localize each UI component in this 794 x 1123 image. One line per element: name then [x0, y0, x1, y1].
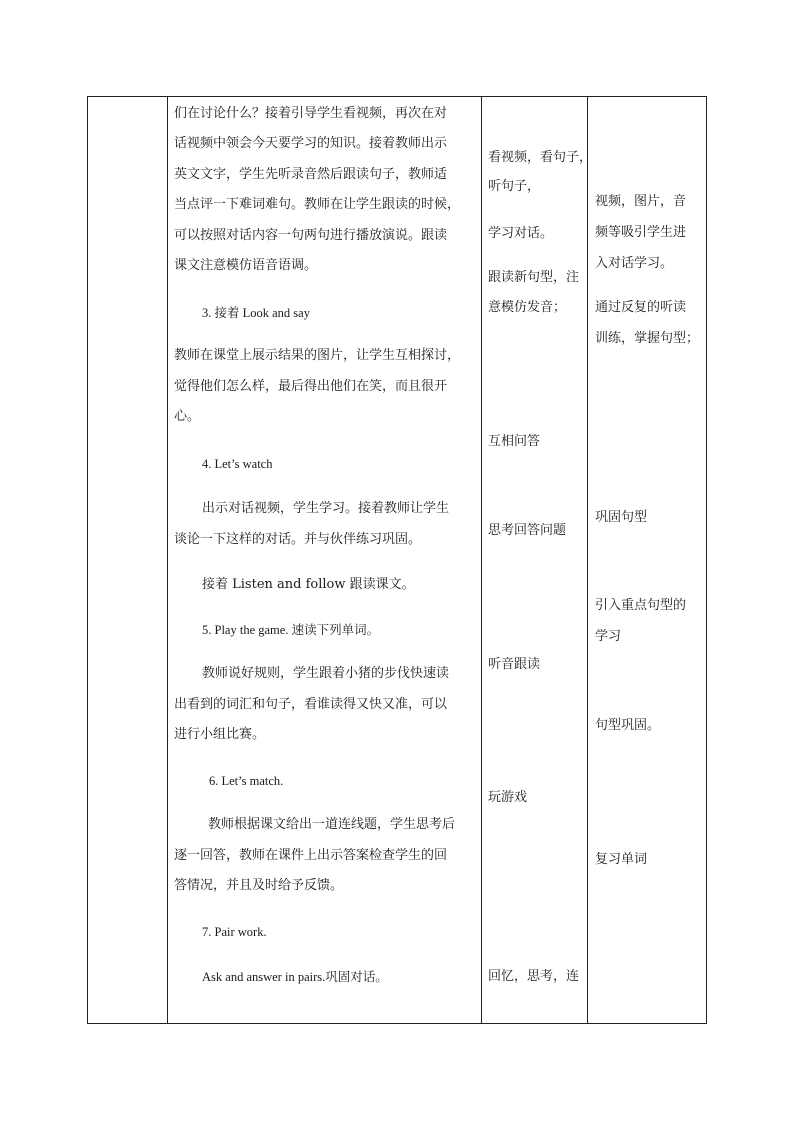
intent-line: 通过反复的听读	[595, 300, 687, 315]
activity-line: 互相问答	[488, 434, 541, 449]
process-line: 可以按照对话内容一句两句进行播放演说。跟读	[174, 228, 448, 243]
process-line: 谈论一下这样的对话。并与伙伴练习巩固。	[174, 532, 422, 547]
activity-line: 听句子，	[488, 179, 541, 194]
table-border-right	[706, 96, 707, 1024]
process-line: 出看到的词汇和句子，看谁读得又快又准，可以	[174, 697, 448, 712]
table-cell-col1	[88, 97, 167, 1023]
activity-line: 看视频，看句子，	[488, 150, 593, 165]
activity-line: 听音跟读	[488, 657, 541, 672]
activity-line: 学习对话。	[488, 226, 554, 241]
step-heading: 4. Let’s watch	[202, 457, 273, 471]
intent-line: 学习	[595, 629, 622, 644]
teaching-process-cell	[168, 97, 481, 1023]
process-line: 接着 Listen and follow 跟读课文。	[202, 577, 415, 592]
student-activity-cell	[482, 97, 593, 1023]
step-heading: 7. Pair work.	[202, 925, 267, 939]
intent-line: 句型巩固。	[595, 718, 661, 733]
process-line: 进行小组比赛。	[174, 727, 266, 742]
process-line: 逐一回答，教师在课件上出示答案检查学生的回	[174, 848, 448, 863]
design-intent-cell	[588, 97, 706, 1023]
activity-line: 回忆，思考，连	[488, 969, 580, 984]
intent-line: 入对话学习。	[595, 256, 674, 271]
activity-line: 玩游戏	[488, 790, 528, 805]
process-line: 教师在课堂上展示结果的图片，让学生互相探讨，	[174, 348, 461, 363]
activity-line: 意模仿发音；	[488, 300, 567, 315]
step-heading: 3. 接着 Look and say	[202, 306, 310, 320]
process-line: Ask and answer in pairs.巩固对话。	[202, 970, 388, 984]
process-line: 觉得他们怎么样，最后得出他们在笑，而且很开	[174, 379, 448, 394]
step-heading: 6. Let’s match.	[209, 774, 284, 788]
intent-line: 频等吸引学生进	[595, 225, 687, 240]
process-line: 教师根据课文给出一道连线题，学生思考后	[208, 817, 456, 832]
table-border-bottom	[87, 1023, 707, 1024]
intent-line: 视频，图片，音	[595, 194, 687, 209]
intent-line: 引入重点句型的	[595, 598, 687, 613]
process-line: 们在讨论什么？接着引导学生看视频，再次在对	[174, 106, 448, 121]
process-line: 话视频中领会今天要学习的知识。接着教师出示	[174, 136, 448, 151]
intent-line: 复习单词	[595, 852, 648, 867]
process-line: 答情况，并且及时给予反馈。	[174, 878, 344, 893]
process-line: 英文文字，学生先听录音然后跟读句子，教师适	[174, 167, 448, 182]
activity-line: 思考回答问题	[488, 523, 567, 538]
process-line: 当点评一下难词难句。教师在让学生跟读的时候，	[174, 197, 461, 212]
step-heading: 5. Play the game. 速读下列单词。	[202, 623, 380, 637]
intent-line: 巩固句型	[595, 510, 648, 525]
process-line: 心。	[174, 409, 201, 424]
process-line: 课文注意模仿语音语调。	[174, 258, 318, 273]
intent-line: 训练，掌握句型；	[595, 331, 700, 346]
process-line: 教师说好规则，学生跟着小猪的步伐快速读	[202, 666, 450, 681]
activity-line: 跟读新句型，注	[488, 270, 580, 285]
process-line: 出示对话视频，学生学习。接着教师让学生	[202, 501, 450, 516]
